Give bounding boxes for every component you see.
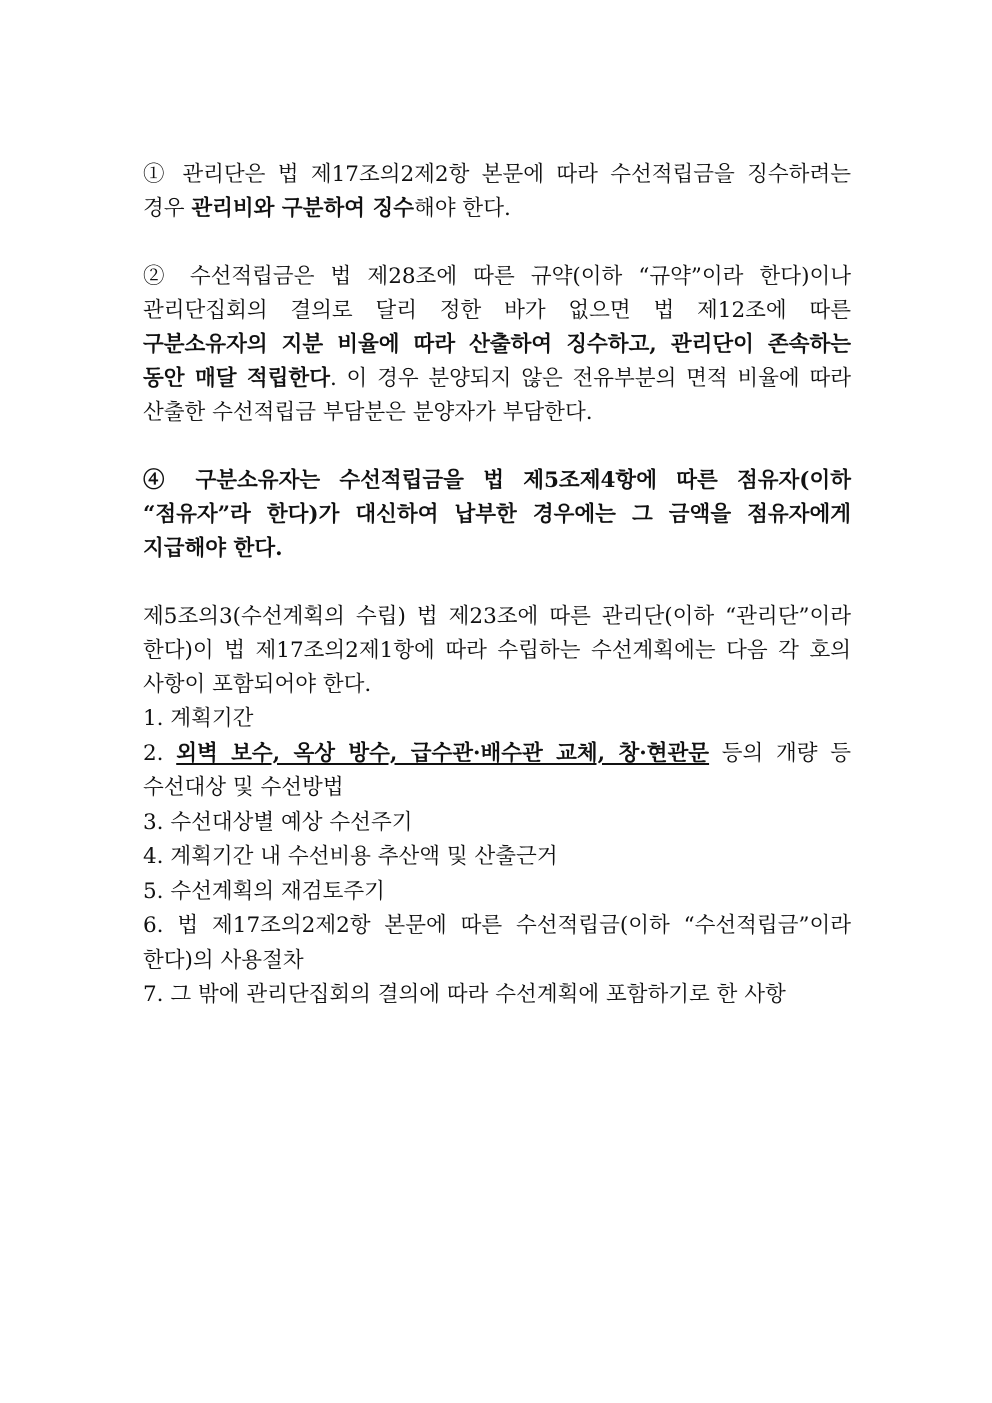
list-item-3: 3. 수선대상별 예상 수선주기 xyxy=(143,809,413,835)
list-item-2-text: 등의 개량 등 수선대상 및 수선방법 xyxy=(143,740,851,800)
list-item-2-number: 2. xyxy=(143,740,177,766)
list-item-6: 6. 법 제17조의2제2항 본문에 따른 수선적립금(이하 “수선적립금”이라 한다)의 사용절차 xyxy=(143,913,851,973)
paragraph-1-emphasis: 관리비와 구분하여 징수 xyxy=(191,196,415,221)
list-item-7: 7. 그 밖에 관리단집회의 결의에 따라 수선계획에 포함하기로 한 사항 xyxy=(143,982,786,1007)
list-item-2 xyxy=(143,737,851,806)
paragraph-1-text: ① 관리단은 법 제17조의2제2항 본문에 따라 수선적립금을 징수하려는 경우 xyxy=(143,162,851,221)
paragraph-1 xyxy=(143,158,851,226)
paragraph-2-text: ② 수선적립금은 법 제28조에 따른 규약(이하 “규약”이라 한다)이나 관리단집회의 결의로 달리 정한 바가 없으면 법 제12조에 따른 xyxy=(143,264,851,323)
document-body xyxy=(143,158,851,1013)
paragraph-2 xyxy=(143,260,851,430)
list-item-2-emphasis: 외벽 보수, 옥상 방수, 급수관·배수관 교체, 창·현관문 xyxy=(176,740,710,766)
list-item-5: 5. 수선계획의 재검토주기 xyxy=(143,878,385,904)
list-item-4: 4. 계획기간 내 수선비용 추산액 및 산출근거 xyxy=(143,844,558,869)
paragraph-3: ④ 구분소유자는 수선적립금을 법 제5조제4항에 따른 점유자(이하 “점유자”라 한다)가 대신하여 납부한 경우에는 그 금액을 점유자에게 지급해야 한다. xyxy=(143,468,851,561)
paragraph-2-tail: . 이 경우 분양되지 않은 전유부분의 면적 비율에 따라 산출한 수선적립금 부담분은 분양자가 부담한다. xyxy=(143,366,851,425)
article-intro: 제5조의3(수선계획의 수립) 법 제23조에 따른 관리단(이하 “관리단”이라 한다)이 법 제17조의2제1항에 따라 수립하는 수선계획에는 다음 각 호의 사항이 포함되어야 한다. xyxy=(143,604,851,697)
paragraph-2-emphasis: 구분소유자의 지분 비율에 따라 산출하여 징수하고, 관리단이 존속하는 동안 매달 적립한다 xyxy=(143,332,851,391)
article-item-list xyxy=(143,702,851,1013)
list-item-1: 1. 계획기간 xyxy=(143,706,254,731)
paragraph-1-tail: 해야 한다. xyxy=(414,196,511,221)
